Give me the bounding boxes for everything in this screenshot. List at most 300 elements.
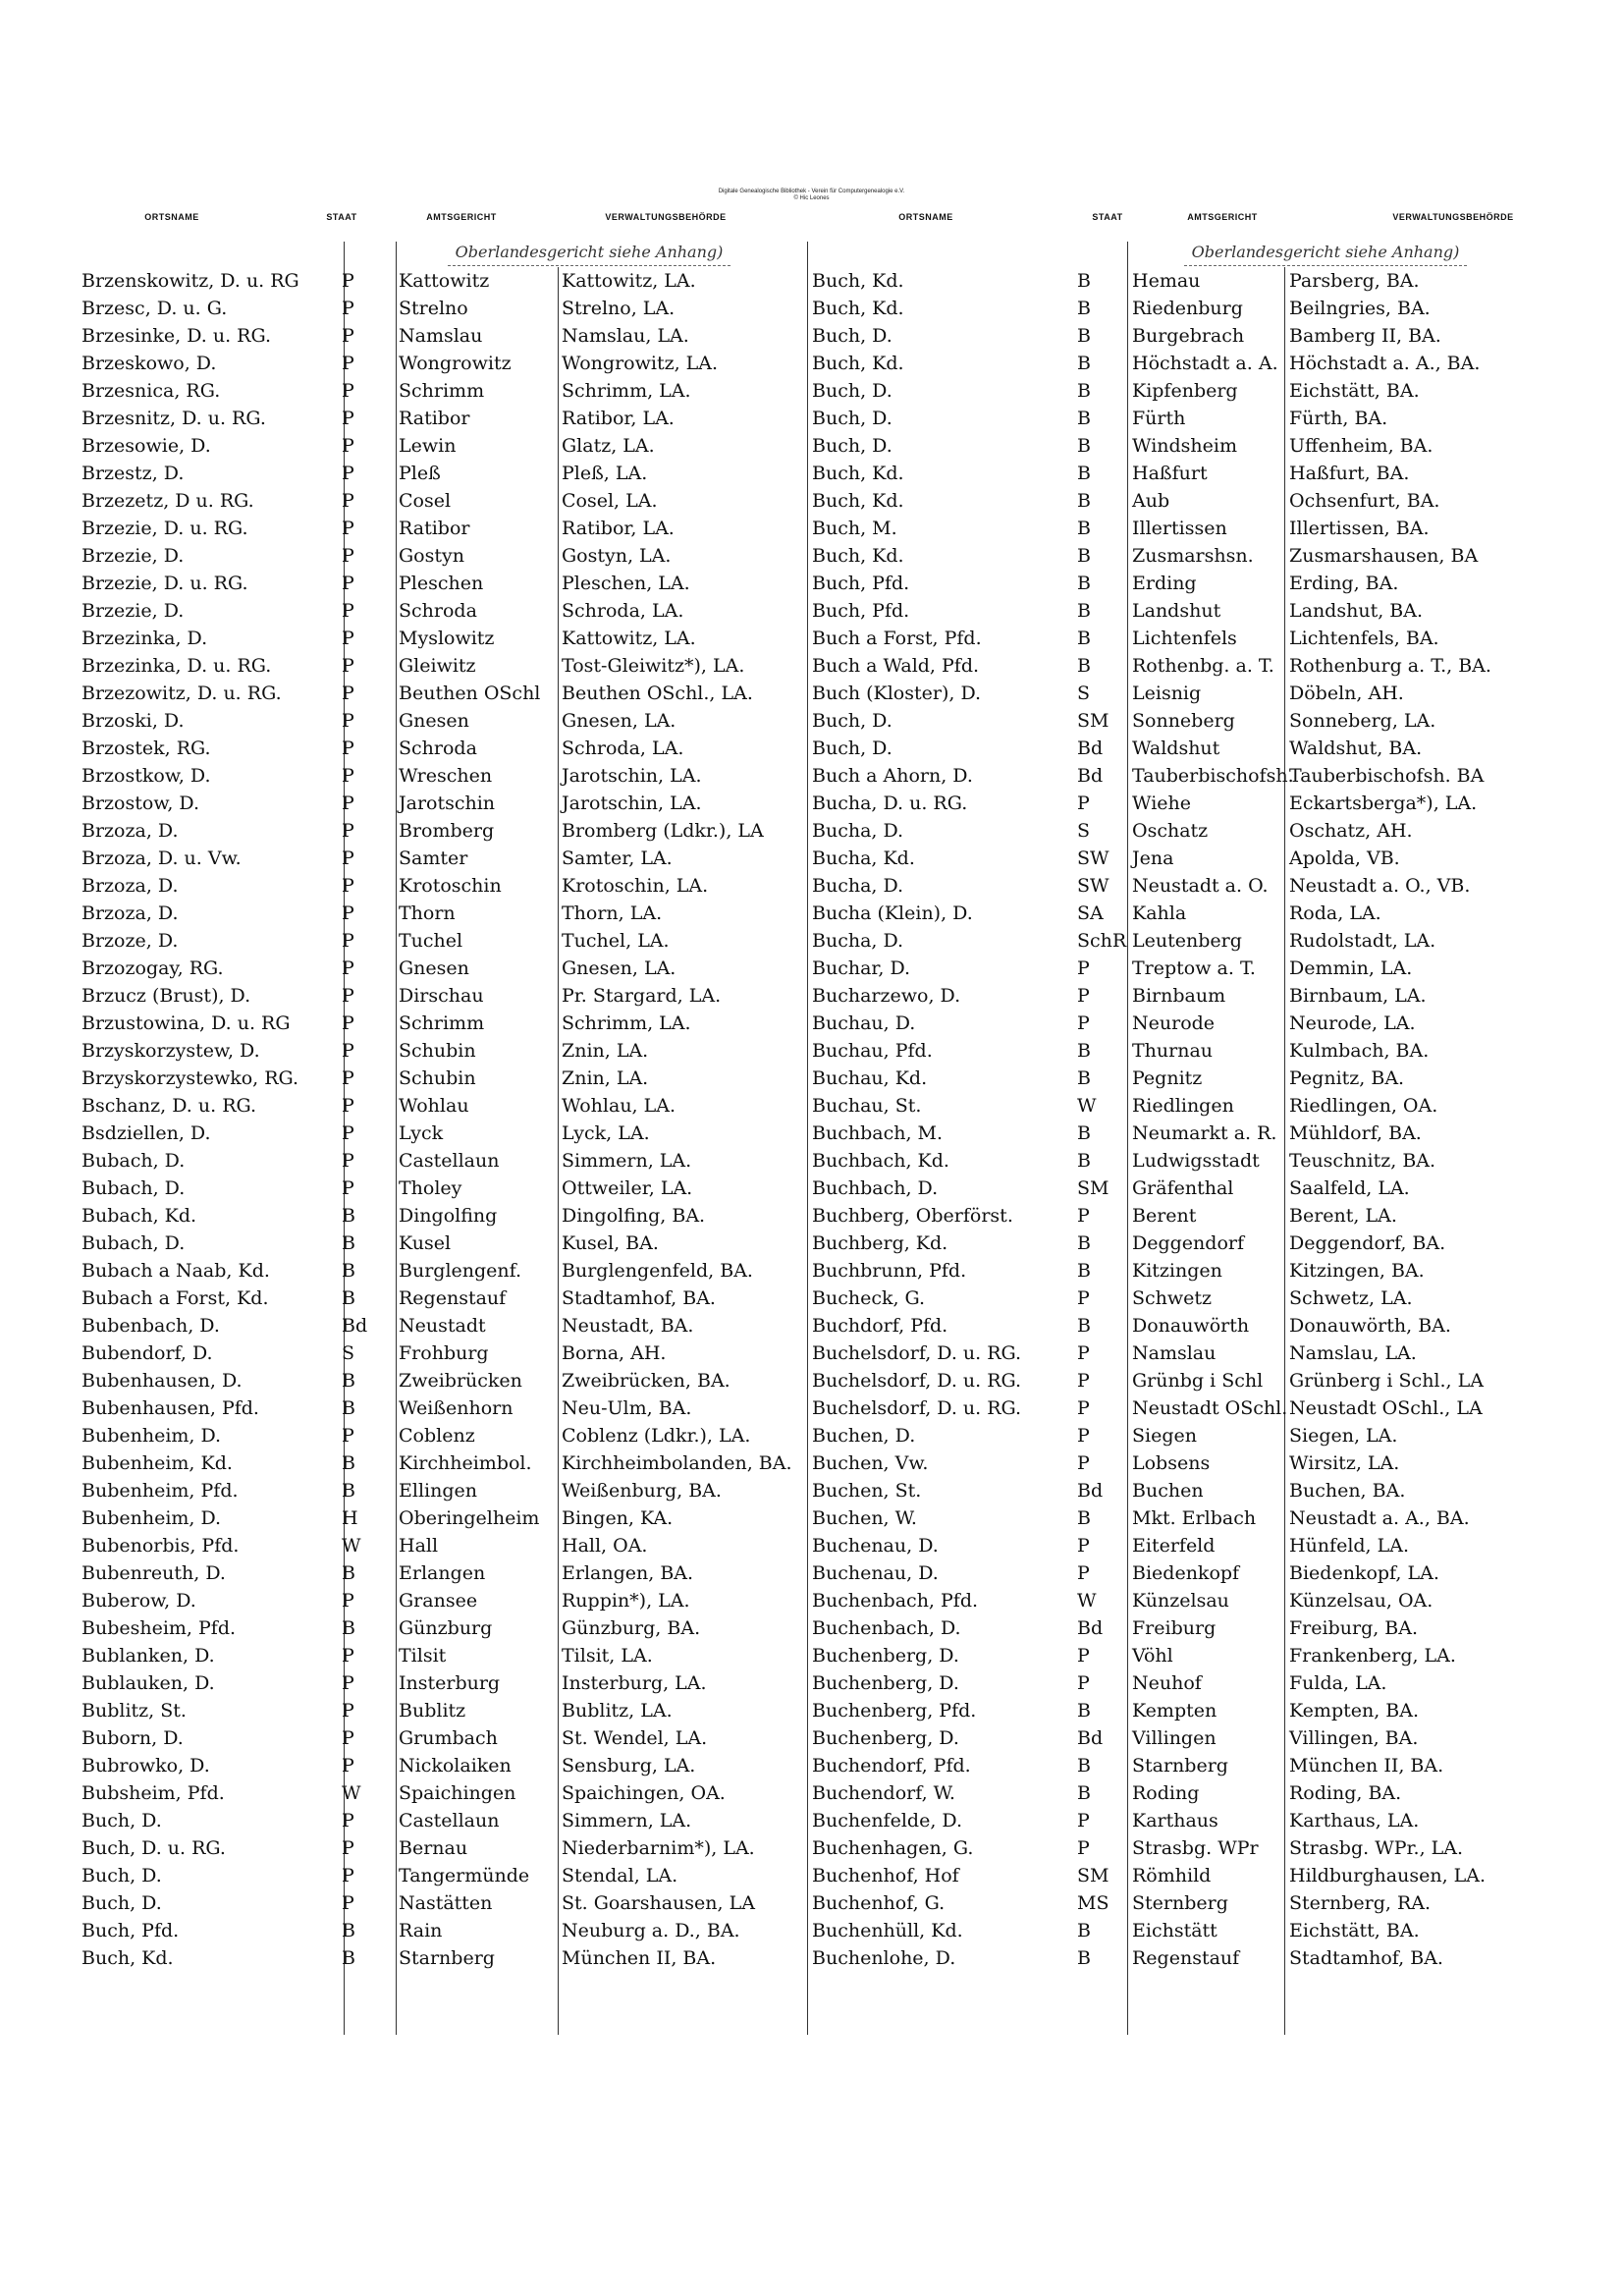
ortsname-cell: Bucharzewo, D. [812,985,961,1007]
amtsgericht-cell: Dingolfing [399,1205,498,1227]
table-row [81,267,798,295]
amtsgericht-cell: Riedlingen [1132,1095,1234,1117]
amtsgericht-cell: Spaichingen [399,1782,516,1804]
table-row [798,1202,1554,1230]
ortsname-cell: Bubenhausen, Pfd. [81,1397,259,1419]
amtsgericht-cell: Landshut [1132,600,1221,622]
verwaltung-cell: Wongrowitz, LA. [562,353,719,374]
table-row [798,1862,1554,1889]
amtsgericht-cell: Ratibor [399,518,470,539]
staat-cell: B [1077,1067,1091,1089]
ortsname-cell: Buch, D. [812,435,893,457]
amtsgericht-cell: Ludwigsstadt [1132,1150,1260,1172]
table-row [81,1477,798,1504]
verwaltung-cell: Glatz, LA. [562,435,655,457]
amtsgericht-cell: Neuhof [1132,1672,1202,1694]
table-row [798,405,1554,432]
amtsgericht-cell: Roding [1132,1782,1200,1804]
verwaltung-cell: Samter, LA. [562,847,673,869]
amtsgericht-cell: Waldshut [1132,738,1220,759]
amtsgericht-cell: Erlangen [399,1562,486,1584]
ortsname-cell: Bubenreuth, D. [81,1562,226,1584]
amtsgericht-cell: Villingen [1132,1727,1217,1749]
ortsname-cell: Brzozogay, RG. [81,957,224,979]
amtsgericht-cell: Burglengenf. [399,1260,522,1282]
staat-cell: Bd [1077,1480,1104,1502]
verwaltung-cell: Wohlau, LA. [562,1095,676,1117]
table-row [798,927,1554,955]
verwaltung-cell: Hildburghausen, LA. [1289,1865,1487,1886]
staat-cell: SM [1077,1177,1109,1199]
verwaltung-cell: Strelno, LA. [562,298,676,319]
table-row [798,432,1554,460]
table-row [81,1230,798,1257]
staat-cell: P [342,1425,354,1447]
verwaltung-cell: Landshut, BA. [1289,600,1424,622]
ortsname-cell: Bubenheim, Pfd. [81,1480,239,1502]
staat-cell: P [1077,1645,1090,1667]
ortsname-cell: Brzesnitz, D. u. RG. [81,408,266,429]
ortsname-cell: Brzezinka, D. u. RG. [81,655,272,677]
staat-cell: W [1077,1590,1097,1612]
ortsname-cell: Buchenau, D. [812,1562,939,1584]
verwaltung-cell: Znin, LA. [562,1067,649,1089]
table-row [798,1092,1554,1120]
credit-block [0,189,1623,202]
amtsgericht-cell: Birnbaum [1132,985,1226,1007]
staat-cell: B [1077,545,1091,567]
staat-cell: P [1077,1342,1090,1364]
verwaltung-cell: Bromberg (Ldkr.), LA [562,820,764,842]
amtsgericht-cell: Treptow a. T. [1132,957,1256,979]
amtsgericht-cell: Schubin [399,1040,476,1062]
ortsname-cell: Buchbrunn, Pfd. [812,1260,967,1282]
ortsname-cell: Buch, Kd. [812,298,904,319]
verwaltung-cell: Waldshut, BA. [1289,738,1423,759]
verwaltung-cell: Berent, LA. [1289,1205,1397,1227]
staat-cell: SA [1077,902,1104,924]
verwaltung-cell: Schroda, LA. [562,600,684,622]
table-row [798,900,1554,927]
verwaltung-cell: Döbeln, AH. [1289,683,1404,704]
table-row [798,1669,1554,1697]
ortsname-cell: Bubach, D. [81,1150,186,1172]
table-row [81,570,798,597]
ortsname-cell: Buch, Kd. [81,1947,174,1969]
amtsgericht-cell: Weißenhorn [399,1397,514,1419]
amtsgericht-cell: Insterburg [399,1672,501,1694]
staat-cell: P [342,1590,354,1612]
verwaltung-cell: Schwetz, LA. [1289,1287,1413,1309]
ortsname-cell: Buch, D. [812,738,893,759]
verwaltung-cell: Zweibrücken, BA. [562,1370,730,1392]
ortsname-cell: Bubach, Kd. [81,1205,197,1227]
staat-cell: P [342,270,354,292]
staat-cell: B [1077,1122,1091,1144]
amtsgericht-cell: Aub [1132,490,1170,512]
table-row [81,900,798,927]
verwaltung-cell: Hünfeld, LA. [1289,1535,1410,1557]
ortsname-cell: Buchen, St. [812,1480,922,1502]
verwaltung-cell: Pleschen, LA. [562,573,690,594]
staat-cell: P [342,518,354,539]
amtsgericht-cell: Gräfenthal [1132,1177,1234,1199]
oberlandesgericht-note-right [1139,240,1512,265]
staat-cell: B [1077,1232,1091,1254]
table-row [81,432,798,460]
table-row [798,1230,1554,1257]
staat-cell: P [1077,1012,1090,1034]
header-verwaltung-left: VERWALTUNGSBEHÖRDE [605,212,727,222]
verwaltung-cell: Bingen, KA. [562,1507,674,1529]
verwaltung-cell: Riedlingen, OA. [1289,1095,1438,1117]
table-row [798,1147,1554,1175]
ortsname-cell: Buchberg, Kd. [812,1232,948,1254]
verwaltung-cell: Frankenberg, LA. [1289,1645,1456,1667]
verwaltung-cell: Strasbg. WPr., LA. [1289,1837,1464,1859]
verwaltung-cell: Buchen, BA. [1289,1480,1406,1502]
ortsname-cell: Brzezinka, D. [81,628,208,649]
ortsname-cell: Buchau, D. [812,1012,916,1034]
table-row [81,405,798,432]
staat-cell: B [1077,1947,1091,1969]
amtsgericht-cell: Kahla [1132,902,1187,924]
amtsgericht-cell: Castellaun [399,1810,500,1831]
verwaltung-cell: Oschatz, AH. [1289,820,1413,842]
table-row [81,845,798,872]
table-row [81,1312,798,1339]
table-row [798,1559,1554,1587]
table-row [798,762,1554,790]
verwaltung-cell: Künzelsau, OA. [1289,1590,1434,1612]
verwaltung-cell: Weißenburg, BA. [562,1480,722,1502]
ortsname-cell: Bubenorbis, Pfd. [81,1535,240,1557]
table-row [798,735,1554,762]
staat-cell: B [342,1947,355,1969]
amtsgericht-cell: Wreschen [399,765,493,787]
note-text-right: Oberlandesgericht siehe Anhang) [1184,240,1468,266]
staat-cell: S [1077,820,1091,842]
table-row [81,487,798,515]
ortsname-cell: Buchbach, M. [812,1122,944,1144]
staat-cell: P [342,573,354,594]
amtsgericht-cell: Pegnitz [1132,1067,1203,1089]
left-table [81,267,798,2035]
amtsgericht-cell: Schroda [399,600,477,622]
table-row [81,542,798,570]
verwaltung-cell: Borna, AH. [562,1342,667,1364]
oberlandesgericht-note-left [403,240,776,265]
table-row [798,1339,1554,1367]
table-row [81,927,798,955]
ortsname-cell: Buchenfelde, D. [812,1810,962,1831]
amtsgericht-cell: Kusel [399,1232,452,1254]
staat-cell: B [1077,408,1091,429]
ortsname-cell: Brzyskorzystewko, RG. [81,1067,299,1089]
staat-cell: P [1077,1370,1090,1392]
verwaltung-cell: Stendal, LA. [562,1865,678,1886]
header-verwaltung-right: VERWALTUNGSBEHÖRDE [1392,212,1514,222]
amtsgericht-cell: Oschatz [1132,820,1209,842]
staat-cell: P [342,1122,354,1144]
table-row [798,295,1554,322]
staat-cell: B [342,1232,355,1254]
staat-cell: P [342,353,354,374]
table-row [798,1120,1554,1147]
ortsname-cell: Buchen, D. [812,1425,916,1447]
table-row [81,1339,798,1367]
verwaltung-cell: Neustadt, BA. [562,1315,694,1337]
table-row [81,322,798,350]
table-row [81,1614,798,1642]
ortsname-cell: Brzestz, D. [81,463,185,484]
amtsgericht-cell: Thurnau [1132,1040,1214,1062]
header-amtsgericht-left: AMTSGERICHT [426,212,497,222]
staat-cell: P [342,325,354,347]
amtsgericht-cell: Lyck [399,1122,444,1144]
ortsname-cell: Brzesc, D. u. G. [81,298,228,319]
table-row [81,1065,798,1092]
ortsname-cell: Buch, Kd. [812,463,904,484]
table-row [798,817,1554,845]
verwaltung-cell: Uffenheim, BA. [1289,435,1434,457]
amtsgericht-cell: Strasbg. WPr [1132,1837,1259,1859]
ortsname-cell: Buchen, W. [812,1507,917,1529]
amtsgericht-cell: Nickolaiken [399,1755,512,1777]
staat-cell: MS [1077,1892,1109,1914]
staat-cell: P [342,820,354,842]
staat-cell: SW [1077,847,1109,869]
verwaltung-cell: Kattowitz, LA. [562,270,696,292]
header-ortsname-left: ORTSNAME [144,212,199,222]
ortsname-cell: Buchenberg, D. [812,1727,959,1749]
verwaltung-cell: Kulmbach, BA. [1289,1040,1430,1062]
verwaltung-cell: Znin, LA. [562,1040,649,1062]
table-row [81,1257,798,1285]
verwaltung-cell: Freiburg, BA. [1289,1617,1419,1639]
verwaltung-cell: Wirsitz, LA. [1289,1452,1400,1474]
ortsname-cell: Buch, Kd. [812,490,904,512]
amtsgericht-cell: Gnesen [399,710,469,732]
staat-cell: B [1077,270,1091,292]
table-row [798,377,1554,405]
table-row [798,1422,1554,1449]
ortsname-cell: Buchau, St. [812,1095,922,1117]
ortsname-cell: Bublitz, St. [81,1700,187,1722]
staat-cell: P [342,847,354,869]
ortsname-cell: Bublauken, D. [81,1672,215,1694]
table-row [798,487,1554,515]
amtsgericht-cell: Zweibrücken [399,1370,522,1392]
staat-cell: P [342,957,354,979]
amtsgericht-cell: Riedenburg [1132,298,1243,319]
ortsname-cell: Brzostek, RG. [81,738,211,759]
staat-cell: P [342,490,354,512]
verwaltung-cell: St. Goarshausen, LA [562,1892,755,1914]
table-row [798,680,1554,707]
ortsname-cell: Buchbach, Kd. [812,1150,949,1172]
amtsgericht-cell: Coblenz [399,1425,475,1447]
verwaltung-cell: Biedenkopf, LA. [1289,1562,1439,1584]
table-row [81,1752,798,1779]
table-row [81,460,798,487]
table-row [81,817,798,845]
staat-cell: Bd [1077,738,1104,759]
ortsname-cell: Buchbach, D. [812,1177,939,1199]
table-row [81,1724,798,1752]
table-row [798,1532,1554,1559]
amtsgericht-cell: Lewin [399,435,457,457]
table-row [798,872,1554,900]
verwaltung-cell: Teuschnitz, BA. [1289,1150,1436,1172]
amtsgericht-cell: Castellaun [399,1150,500,1172]
verwaltung-cell: Parsberg, BA. [1289,270,1420,292]
ortsname-cell: Buchenbach, D. [812,1617,961,1639]
ortsname-cell: Brzesowie, D. [81,435,211,457]
verwaltung-cell: Kitzingen, BA. [1289,1260,1425,1282]
table-row [81,707,798,735]
header-amtsgericht-right: AMTSGERICHT [1187,212,1258,222]
verwaltung-cell: Apolda, VB. [1289,847,1400,869]
amtsgericht-cell: Tangermünde [399,1865,530,1886]
ortsname-cell: Buchenbach, Pfd. [812,1590,979,1612]
table-row [81,1422,798,1449]
staat-cell: B [1077,1315,1091,1337]
staat-cell: B [1077,655,1091,677]
staat-cell: P [342,545,354,567]
amtsgericht-cell: Bublitz [399,1700,466,1722]
amtsgericht-cell: Starnberg [1132,1755,1228,1777]
table-row [81,1394,798,1422]
amtsgericht-cell: Rothenbg. a. T. [1132,655,1274,677]
verwaltung-cell: Tilsit, LA. [562,1645,653,1667]
ortsname-cell: Brzesinke, D. u. RG. [81,325,271,347]
staat-cell: P [342,985,354,1007]
ortsname-cell: Bubsheim, Pfd. [81,1782,225,1804]
amtsgericht-cell: Beuthen OSchl [399,683,541,704]
table-row [81,1587,798,1614]
ortsname-cell: Brzoze, D. [81,930,179,952]
table-row [81,1889,798,1917]
table-row [81,1449,798,1477]
verwaltung-cell: Mühldorf, BA. [1289,1122,1422,1144]
staat-cell: B [342,1920,355,1941]
staat-cell: W [342,1535,361,1557]
amtsgericht-cell: Kipfenberg [1132,380,1238,402]
ortsname-cell: Brzoza, D. [81,875,179,897]
amtsgericht-cell: Grumbach [399,1727,498,1749]
staat-cell: B [342,1617,355,1639]
amtsgericht-cell: Tilsit [399,1645,447,1667]
ortsname-cell: Buchau, Kd. [812,1067,928,1089]
staat-cell: B [342,1370,355,1392]
verwaltung-cell: München II, BA. [1289,1755,1444,1777]
amtsgericht-cell: Tauberbischofsh. [1132,765,1294,787]
verwaltung-cell: Simmern, LA. [562,1810,692,1831]
staat-cell: P [1077,1205,1090,1227]
verwaltung-cell: Gostyn, LA. [562,545,672,567]
staat-cell: W [342,1782,361,1804]
staat-cell: P [342,408,354,429]
ortsname-cell: Buch, Kd. [812,353,904,374]
amtsgericht-cell: Wohlau [399,1095,469,1117]
staat-cell: P [342,380,354,402]
amtsgericht-cell: Schrimm [399,380,485,402]
amtsgericht-cell: Hall [399,1535,439,1557]
table-row [798,1724,1554,1752]
verwaltung-cell: Kempten, BA. [1289,1700,1420,1722]
staat-cell: P [342,1727,354,1749]
amtsgericht-cell: Schwetz [1132,1287,1213,1309]
ortsname-cell: Buchenberg, D. [812,1645,959,1667]
ortsname-cell: Buchenhüll, Kd. [812,1920,963,1941]
ortsname-cell: Buch, Kd. [812,270,904,292]
amtsgericht-cell: Sonneberg [1132,710,1235,732]
verwaltung-cell: Spaichingen, OA. [562,1782,726,1804]
table-row [81,515,798,542]
table-row [798,267,1554,295]
amtsgericht-cell: Gnesen [399,957,469,979]
amtsgericht-cell: Regenstauf [1132,1947,1240,1969]
staat-cell: P [342,1150,354,1172]
table-row [798,1642,1554,1669]
amtsgericht-cell: Siegen [1132,1425,1197,1447]
amtsgericht-cell: Lobsens [1132,1452,1211,1474]
ortsname-cell: Buch, D. [81,1810,162,1831]
ortsname-cell: Buchen, Vw. [812,1452,929,1474]
staat-cell: P [342,298,354,319]
ortsname-cell: Bucha, D. [812,820,904,842]
table-row [798,982,1554,1010]
verwaltung-cell: Schrimm, LA. [562,1012,691,1034]
staat-cell: P [342,765,354,787]
header-staat-left: STAAT [326,212,357,222]
verwaltung-cell: Neurode, LA. [1289,1012,1416,1034]
amtsgericht-cell: Karthaus [1132,1810,1218,1831]
table-row [798,845,1554,872]
staat-cell: P [342,1700,354,1722]
staat-cell: B [1077,1700,1091,1722]
staat-cell: B [1077,1755,1091,1777]
ortsname-cell: Buchelsdorf, D. u. RG. [812,1342,1022,1364]
amtsgericht-cell: Oberingelheim [399,1507,540,1529]
ortsname-cell: Buch a Wald, Pfd. [812,655,980,677]
verwaltung-cell: Gnesen, LA. [562,710,676,732]
verwaltung-cell: Eichstätt, BA. [1289,380,1420,402]
verwaltung-cell: Fürth, BA. [1289,408,1388,429]
table-row [81,1944,798,1972]
staat-cell: P [342,1040,354,1062]
verwaltung-cell: Ratibor, LA. [562,518,675,539]
table-row [798,1917,1554,1944]
verwaltung-cell: Gnesen, LA. [562,957,676,979]
table-row [81,1175,798,1202]
header-staat-right: STAAT [1092,212,1123,222]
table-row [81,982,798,1010]
table-row [81,1367,798,1394]
staat-cell: P [342,1095,354,1117]
table-row [81,652,798,680]
credit-line-2: © Hic Leones [793,195,830,201]
verwaltung-cell: Beilngries, BA. [1289,298,1431,319]
amtsgericht-cell: Neustadt [399,1315,486,1337]
ortsname-cell: Brzenskowitz, D. u. RG [81,270,299,292]
staat-cell: B [342,1287,355,1309]
table-row [81,1092,798,1120]
amtsgericht-cell: Ellingen [399,1480,477,1502]
amtsgericht-cell: Schubin [399,1067,476,1089]
amtsgericht-cell: Jena [1132,847,1174,869]
